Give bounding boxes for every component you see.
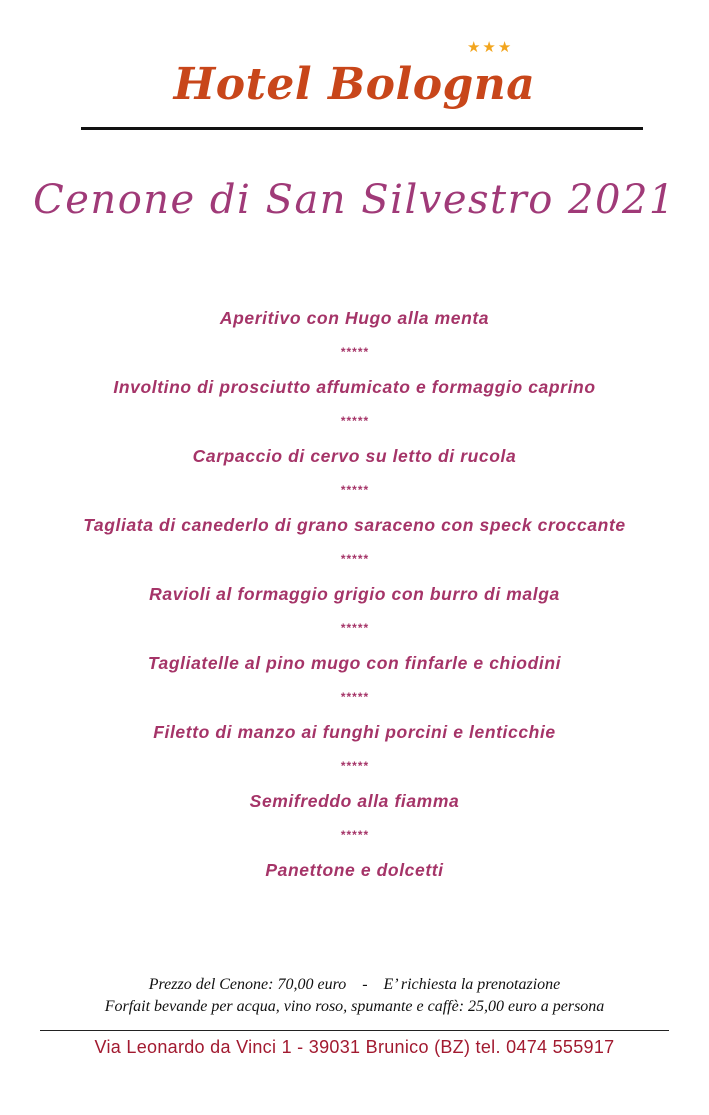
course-separator: *****	[340, 345, 369, 359]
course-name: Filetto di manzo ai funghi porcini e lenticchie	[153, 722, 556, 742]
course-separator: *****	[340, 483, 369, 497]
course-separator: *****	[340, 552, 369, 566]
menu-course-list	[0, 300, 709, 921]
hotel-logo	[0, 38, 709, 120]
course-item	[0, 438, 709, 507]
header-divider	[81, 127, 643, 130]
course-separator: *****	[340, 414, 369, 428]
drinks-forfait-note: Forfait bevande per acqua, vino roso, spumante e caffè: 25,00 euro a persona	[104, 998, 605, 1015]
course-item	[0, 576, 709, 645]
price-note: Prezzo del Cenone: 70,00 euro - E’ richiesta la prenotazione	[148, 976, 561, 993]
course-item	[0, 783, 709, 852]
course-name: Carpaccio di cervo su letto di rucola	[192, 446, 517, 466]
footer-divider	[40, 1030, 669, 1031]
course-separator: *****	[340, 759, 369, 773]
course-name: Tagliatelle al pino mugo con finfarle e chiodini	[147, 653, 562, 673]
course-item	[0, 714, 709, 783]
hotel-name: Hotel Bologna	[173, 59, 536, 110]
course-item	[0, 645, 709, 714]
course-separator: *****	[340, 690, 369, 704]
course-item	[0, 300, 709, 369]
course-name: Aperitivo con Hugo alla menta	[219, 308, 490, 328]
course-name: Panettone e dolcetti	[265, 860, 444, 880]
course-item	[0, 852, 709, 921]
page-title: Cenone di San Silvestro 2021	[33, 177, 676, 223]
hotel-address: Via Leonardo da Vinci 1 - 39031 Brunico (BZ) tel. 0474 555917	[94, 1037, 615, 1057]
course-item	[0, 369, 709, 438]
star-rating-icon: ★★★	[466, 38, 514, 56]
course-name: Involtino di prosciutto affumicato e formaggio caprino	[113, 377, 596, 397]
course-item	[0, 507, 709, 576]
course-name: Tagliata di canederlo di grano saraceno con speck croccante	[83, 515, 626, 535]
course-separator: *****	[340, 621, 369, 635]
course-separator: *****	[340, 828, 369, 842]
logo-text-wrapper	[173, 38, 536, 120]
course-name: Ravioli al formaggio grigio con burro di malga	[149, 584, 560, 604]
course-name: Semifreddo alla fiamma	[249, 791, 460, 811]
